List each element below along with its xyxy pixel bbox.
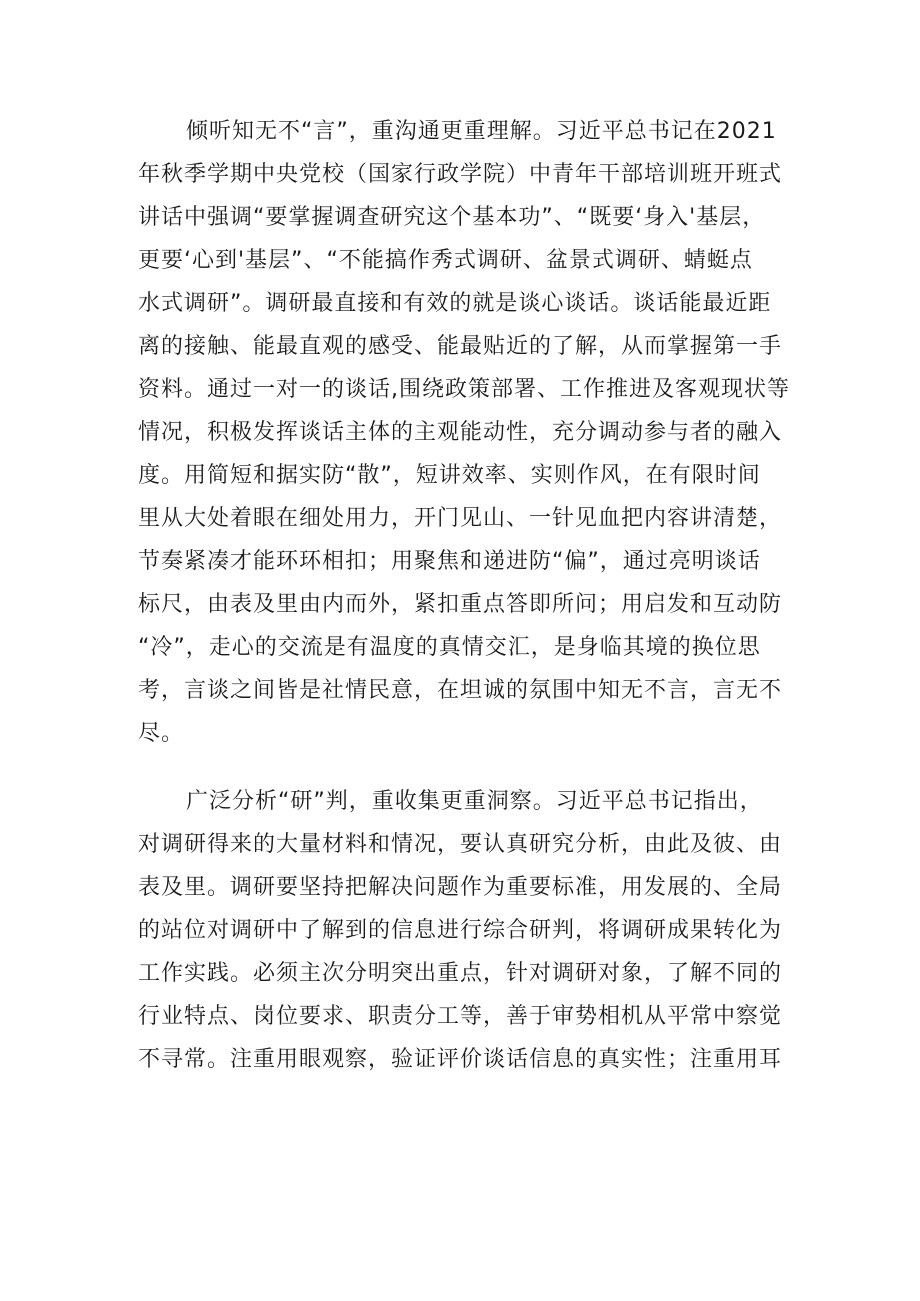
text-line: 广泛分析“研”判，重收集更重洞察。习近平总书记指出， xyxy=(186,789,763,814)
text-line: “冷”，走心的交流是有温度的真情交汇，是身临其境的换位思 xyxy=(138,635,761,660)
text-line: 讲话中强调“要掌握调查研究这个基本功”、“既要‘身入'基层， xyxy=(138,205,766,230)
text-line: 尽。 xyxy=(138,721,185,746)
text-line: 水式调研”。调研最直接和有效的就是谈心谈话。谈话能最近距 xyxy=(138,291,772,316)
text-line: 年秋季学期中央党校（国家行政学院）中青年干部培训班开班式 xyxy=(138,162,783,187)
text-line: 对调研得来的大量材料和情况，要认真研究分析，由此及彼、由 xyxy=(138,832,783,857)
text-line: 不寻常。注重用眼观察，验证评价谈话信息的真实性；注重用耳 xyxy=(138,1047,783,1072)
text-line: 里从大处着眼在细处用力，开门见山、一针见血把内容讲清楚， xyxy=(138,506,783,531)
text-line: 情况，积极发挥谈话主体的主观能动性，充分调动参与者的融入 xyxy=(138,420,783,445)
text-line: 工作实践。必须主次分明突出重点，针对调研对象，了解不同的 xyxy=(138,961,783,986)
text-line: 离的接触、能最直观的感受、能最贴近的了解，从而掌握第一手 xyxy=(138,334,783,359)
text-line: 更要‘心到'基层”、“不能搞作秀式调研、盆景式调研、蜻蜓点 xyxy=(138,248,753,273)
text-line: 度。用简短和据实防“散”，短讲效率、实则作风，在有限时间 xyxy=(138,463,761,488)
text-line: 表及里。调研要坚持把解决问题作为重要标准，用发展的、全局 xyxy=(138,875,783,900)
text-line: 节奏紧凑才能环环相扣；用聚焦和递进防“偏”，通过亮明谈话 xyxy=(138,549,761,574)
text-line: 行业特点、岗位要求、职责分工等，善于审势相机从平常中察觉 xyxy=(138,1004,783,1029)
text-line: 资料。通过一对一的谈话,围绕政策部署、工作推进及客观现状等 xyxy=(138,377,790,402)
text-line: 倾听知无不“言”，重沟通更重理解。习近平总书记在2021 xyxy=(186,119,777,144)
text-line: 考，言谈之间皆是社情民意，在坦诚的氛围中知无不言，言无不 xyxy=(138,678,783,703)
text-line: 标尺，由表及里由内而外，紧扣重点答即所问；用启发和互动防 xyxy=(138,592,783,617)
text-line: 的站位对调研中了解到的信息进行综合研判，将调研成果转化为 xyxy=(138,918,783,943)
